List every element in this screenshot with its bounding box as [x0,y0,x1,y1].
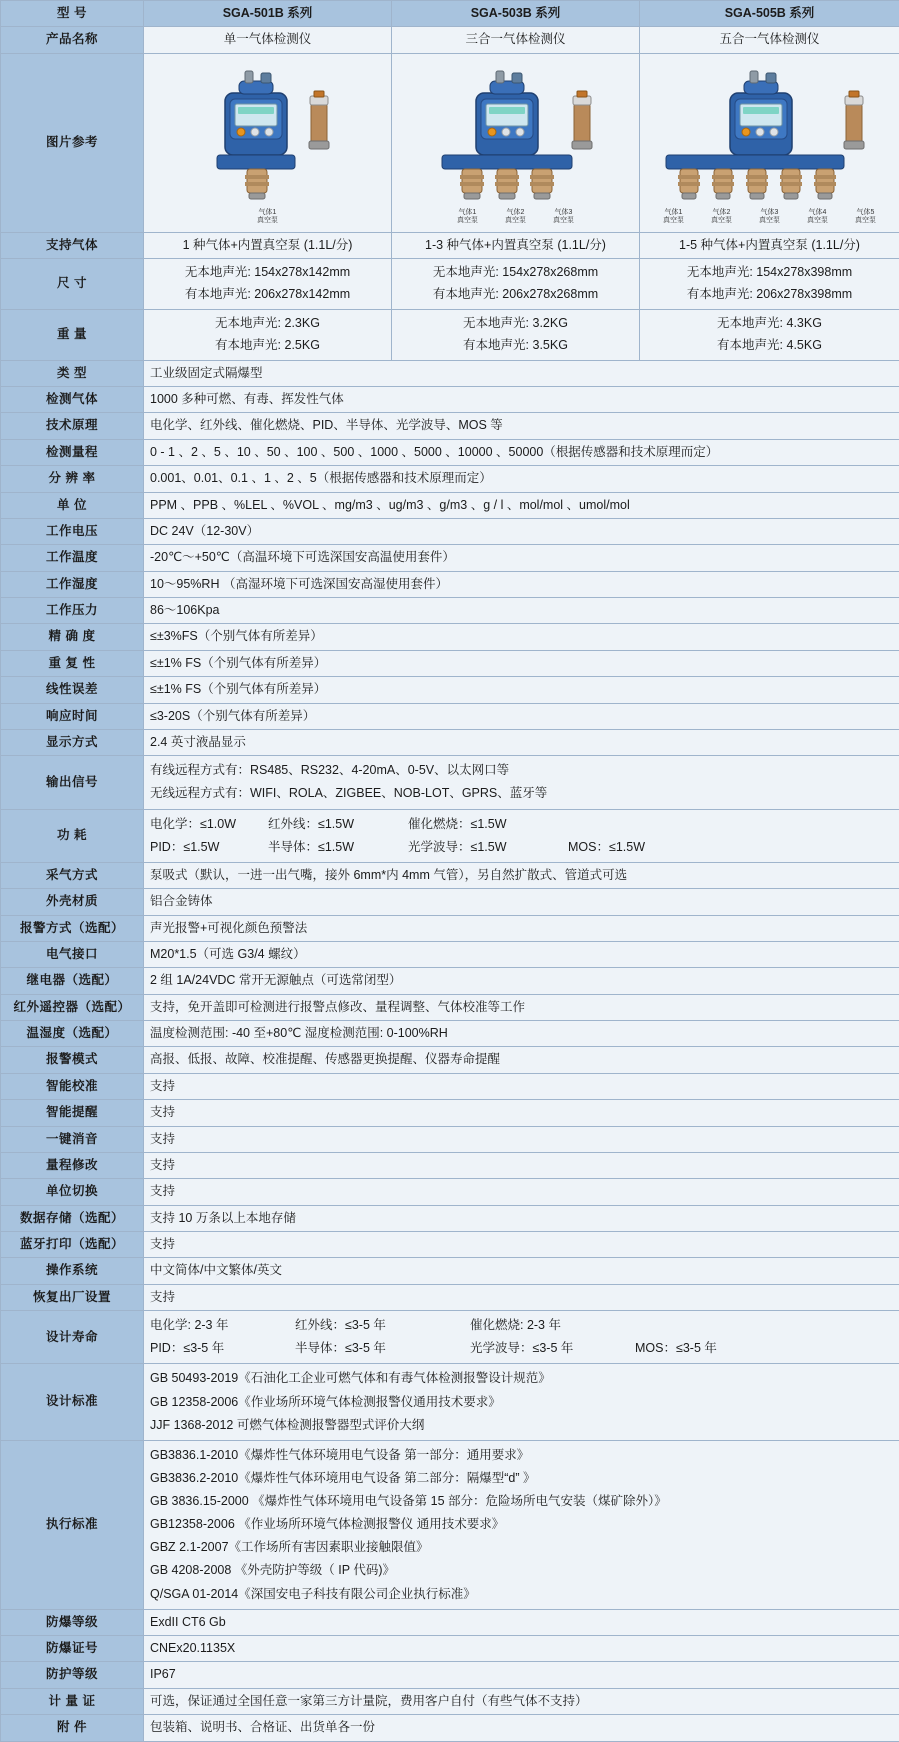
value-resolution: 0.001、0.01、0.1 、1 、2 、5（根据传感器和技术原理而定） [144,466,899,492]
weight-503b [392,309,640,360]
model-503b: SGA-503B 系列 [392,1,640,27]
pump-caption: 气体1 真空泵 [251,209,285,225]
row-label-electrical-interface: 电气接口 [1,941,144,967]
value-relay-opt: 2 组 1A/24VDC 常开无源触点（可选常闭型） [144,968,899,994]
value-type: 工业级固定式隔爆型 [144,360,899,386]
row-label-ex-grade: 防爆等级 [1,1609,144,1635]
table-row-sampling [1,862,899,888]
value-metrology-cert: 可选，保证通过全国任意一家第三方计量院，费用客户自付（有些气体不支持） [144,1688,899,1714]
row-label-principle: 技术原理 [1,413,144,439]
table-row-smart-reminder [1,1100,899,1126]
weight-no-alarm: 无本地声光: 2.3KG [150,313,385,335]
row-label-design-standard: 设计标准 [1,1364,144,1440]
pump-caption: 气体4 真空泵 [801,209,835,225]
value-ir-remote-opt: 支持，免开盖即可检测进行报警点修改、量程调整、气体校准等工作 [144,994,899,1020]
pump-caption-group-5 [646,209,893,225]
weight-no-alarm: 无本地声光: 4.3KG [646,313,893,335]
weight-with-alarm: 有本地声光: 4.5KG [646,335,893,357]
weight-no-alarm: 无本地声光: 3.2KG [398,313,633,335]
value-principle: 电化学、红外线、催化燃烧、PID、半导体、光学波导、MOS 等 [144,413,899,439]
value-response-time: ≤3-20S（个别气体有所差异） [144,703,899,729]
value-linear-error: ≤±1% FS（个别气体有所差异） [144,677,899,703]
value-data-storage-opt: 支持 10 万条以上本地存储 [144,1205,899,1231]
row-label-unit-switch: 单位切换 [1,1179,144,1205]
table-row-design-standard [1,1364,899,1440]
row-label-bluetooth-print-opt: 蓝牙打印（选配） [1,1232,144,1258]
value-design-standard [144,1364,899,1440]
exec-standard-item: Q/SGA 01-2014《深国安电子科技有限公司企业执行标准》 [150,1583,893,1606]
row-label-unit: 单 位 [1,492,144,518]
value-unit: PPM 、PPB 、%LEL 、%VOL 、mg/m3 、ug/m3 、g/m3 、g / l 、mol/mol 、umol/mol [144,492,899,518]
pump-caption: 气体1 真空泵 [451,209,485,225]
design-standard-item: JJF 1368-2012 可燃气体检测报警器型式评价大纲 [150,1414,893,1437]
output-wired: 有线远程方式有：RS485、RS232、4-20mA、0-5V、以太网口等 [150,759,893,782]
power-catalytic: 催化燃烧：≤1.5W [408,813,568,836]
row-label-ir-remote-opt: 红外遥控器（选配） [1,994,144,1020]
table-row-voltage [1,518,899,544]
row-label-work-pressure: 工作压力 [1,598,144,624]
table-row-range-modify [1,1152,899,1178]
row-label-os: 操作系统 [1,1258,144,1284]
table-row-ip-grade [1,1662,899,1688]
value-accessories: 包装箱、说明书、合格证、出货单各一份 [144,1715,899,1741]
exec-standard-item: GB3836.1-2010《爆炸性气体环境用电气设备 第一部分：通用要求》 [150,1444,893,1467]
row-label-support-gas: 支持气体 [1,232,144,258]
row-label-smart-calibration: 智能校准 [1,1073,144,1099]
table-row-detect-gas [1,387,899,413]
table-row-product-name [1,27,899,53]
table-row-work-humidity [1,571,899,597]
table-row-exec-standard [1,1440,899,1609]
row-label-temp-humidity-opt: 温湿度（选配） [1,1021,144,1047]
output-wireless: 无线远程方式有：WIFI、ROLA、ZIGBEE、NOB-LOT、GPRS、蓝牙等 [150,782,893,805]
table-row-smart-calibration [1,1073,899,1099]
size-no-alarm: 无本地声光: 154x278x142mm [150,262,385,284]
life-catalytic: 催化燃烧: 2-3 年 [470,1314,635,1337]
value-work-humidity: 10～95%RH （高湿环境下可选深国安高湿使用套件） [144,571,899,597]
value-range-modify: 支持 [144,1152,899,1178]
row-label-smart-reminder: 智能提醒 [1,1100,144,1126]
table-row-work-pressure [1,598,899,624]
row-label-type: 类 型 [1,360,144,386]
gas-detector-illustration-5 [650,63,890,213]
pump-caption-group-1 [150,209,385,225]
row-label-work-humidity: 工作湿度 [1,571,144,597]
weight-501b [144,309,392,360]
design-life-line-1 [150,1314,893,1337]
value-alarm-mode-opt: 声光报警+可视化颜色预警法 [144,915,899,941]
support-gas-501b: 1 种气体+内置真空泵 (1.1L/分) [144,232,392,258]
power-line-2 [150,836,893,859]
value-range: 0 - 1 、2 、5 、10 、50 、100 、500 、1000 、5000 、10000 、50000（根据传感器和技术原理而定） [144,439,899,465]
size-501b [144,259,392,310]
value-voltage: DC 24V（12-30V） [144,518,899,544]
device-image-501b [144,53,392,232]
table-row-power [1,809,899,862]
table-row-design-life [1,1311,899,1364]
table-row-linear-error [1,677,899,703]
row-label-alarm-mode: 报警模式 [1,1047,144,1073]
table-row-factory-reset [1,1284,899,1310]
exec-standard-item: GB 4208-2008 《外壳防护等级（ IP 代码)》 [150,1559,893,1582]
value-display: 2.4 英寸液晶显示 [144,729,899,755]
value-detect-gas: 1000 多种可燃、有毒、挥发性气体 [144,387,899,413]
pump-caption: 气体2 真空泵 [705,209,739,225]
exec-standard-item: GB 3836.15-2000 《爆炸性气体环境用电气设备第 15 部分：危险场所电气安装（煤矿除外）》 [150,1490,893,1513]
value-electrical-interface: M20*1.5（可选 G3/4 螺纹） [144,941,899,967]
row-label-response-time: 响应时间 [1,703,144,729]
row-label-weight: 重 量 [1,309,144,360]
life-optical-waveguide: 光学波导：≤3-5 年 [470,1337,635,1360]
table-row-data-storage-opt [1,1205,899,1231]
row-label-metrology-cert: 计 量 证 [1,1688,144,1714]
row-label-ip-grade: 防护等级 [1,1662,144,1688]
row-label-sampling: 采气方式 [1,862,144,888]
row-label-voltage: 工作电压 [1,518,144,544]
power-optical-waveguide: 光学波导：≤1.5W [408,836,568,859]
row-label-power: 功 耗 [1,809,144,862]
table-row-repeatability [1,650,899,676]
row-label-range: 检测量程 [1,439,144,465]
pump-caption: 气体3 真空泵 [547,209,581,225]
value-ip-grade: IP67 [144,1662,899,1688]
gas-detector-illustration-1 [183,63,353,213]
power-pid: PID：≤1.5W [150,836,268,859]
table-row-display [1,729,899,755]
row-label-image-ref: 图片参考 [1,53,144,232]
table-row-os [1,1258,899,1284]
row-label-work-temp: 工作温度 [1,545,144,571]
row-label-one-key-mute: 一键消音 [1,1126,144,1152]
design-life-line-2 [150,1337,893,1360]
exec-standard-item: GB3836.2-2010《爆炸性气体环境用电气设备 第二部分：隔爆型“d” 》 [150,1467,893,1490]
row-label-alarm-mode-opt: 报警方式（选配） [1,915,144,941]
power-mos: MOS：≤1.5W [568,836,688,859]
value-alarm-mode: 高报、低报、故障、校准提醒、传感器更换提醒、仪器寿命提醒 [144,1047,899,1073]
table-row-image-ref [1,53,899,232]
size-503b [392,259,640,310]
row-label-design-life: 设计寿命 [1,1311,144,1364]
table-row-output-signal [1,756,899,809]
value-temp-humidity-opt: 温度检测范围: -40 至+80℃ 湿度检测范围: 0-100%RH [144,1021,899,1047]
row-label-data-storage-opt: 数据存储（选配） [1,1205,144,1231]
pump-caption: 气体5 真空泵 [849,209,883,225]
weight-with-alarm: 有本地声光: 3.5KG [398,335,633,357]
value-smart-calibration: 支持 [144,1073,899,1099]
design-standard-item: GB 12358-2006《作业场所环境气体检测报警仪通用技术要求》 [150,1391,893,1414]
power-infrared: 红外线：≤1.5W [268,813,408,836]
row-label-detect-gas: 检测气体 [1,387,144,413]
table-row-unit-switch [1,1179,899,1205]
power-line-1 [150,813,893,836]
life-electrochemical: 电化学: 2-3 年 [150,1314,295,1337]
life-pid: PID：≤3-5 年 [150,1337,295,1360]
life-infrared: 红外线：≤3-5 年 [295,1314,470,1337]
row-label-ex-cert: 防爆证号 [1,1636,144,1662]
product-name-501b: 单一气体检测仪 [144,27,392,53]
power-semiconductor: 半导体：≤1.5W [268,836,408,859]
exec-standard-item: GBZ 2.1-2007《工作场所有害因素职业接触限值》 [150,1536,893,1559]
table-row-weight [1,309,899,360]
table-row-resolution [1,466,899,492]
value-unit-switch: 支持 [144,1179,899,1205]
model-501b: SGA-501B 系列 [144,1,392,27]
row-label-relay-opt: 继电器（选配） [1,968,144,994]
row-label-output-signal: 输出信号 [1,756,144,809]
device-image-505b [640,53,899,232]
life-semiconductor: 半导体：≤3-5 年 [295,1337,470,1360]
value-sampling: 泵吸式（默认，一进一出气嘴，接外 6mm*内 4mm 气管），另自然扩散式、管道式可选 [144,862,899,888]
value-shell: 铝合金铸体 [144,889,899,915]
value-output-signal [144,756,899,809]
table-row-size [1,259,899,310]
value-work-pressure: 86～106Kpa [144,598,899,624]
value-ex-grade: ExdII CT6 Gb [144,1609,899,1635]
life-mos: MOS：≤3-5 年 [635,1337,717,1360]
table-row-one-key-mute [1,1126,899,1152]
table-row-accuracy [1,624,899,650]
gas-detector-illustration-3 [416,63,616,213]
table-row-model [1,1,899,27]
weight-with-alarm: 有本地声光: 2.5KG [150,335,385,357]
row-label-resolution: 分 辨 率 [1,466,144,492]
table-row-alarm-mode [1,1047,899,1073]
table-row-bluetooth-print-opt [1,1232,899,1258]
size-with-alarm: 有本地声光: 206x278x398mm [646,284,893,306]
table-row-electrical-interface [1,941,899,967]
pump-caption: 气体3 真空泵 [753,209,787,225]
row-label-shell: 外壳材质 [1,889,144,915]
value-ex-cert: CNEx20.1135X [144,1636,899,1662]
row-label-range-modify: 量程修改 [1,1152,144,1178]
table-row-support-gas [1,232,899,258]
value-factory-reset: 支持 [144,1284,899,1310]
table-row-unit [1,492,899,518]
table-row-work-temp [1,545,899,571]
value-one-key-mute: 支持 [144,1126,899,1152]
table-row-accessories [1,1715,899,1741]
table-row-response-time [1,703,899,729]
size-no-alarm: 无本地声光: 154x278x268mm [398,262,633,284]
value-smart-reminder: 支持 [144,1100,899,1126]
pump-caption-group-3 [398,209,633,225]
row-label-linear-error: 线性误差 [1,677,144,703]
row-label-accessories: 附 件 [1,1715,144,1741]
table-row-range [1,439,899,465]
row-label-accuracy: 精 确 度 [1,624,144,650]
table-row-relay-opt [1,968,899,994]
pump-caption: 气体1 真空泵 [657,209,691,225]
value-work-temp: -20℃～+50℃（高温环境下可选深国安高温使用套件） [144,545,899,571]
value-bluetooth-print-opt: 支持 [144,1232,899,1258]
model-505b: SGA-505B 系列 [640,1,899,27]
row-label-repeatability: 重 复 性 [1,650,144,676]
row-label-product-name: 产品名称 [1,27,144,53]
support-gas-505b: 1-5 种气体+内置真空泵 (1.1L/分) [640,232,899,258]
size-no-alarm: 无本地声光: 154x278x398mm [646,262,893,284]
size-505b [640,259,899,310]
weight-505b [640,309,899,360]
value-design-life [144,1311,899,1364]
row-label-display: 显示方式 [1,729,144,755]
product-name-503b: 三合一气体检测仪 [392,27,640,53]
row-label-factory-reset: 恢复出厂设置 [1,1284,144,1310]
product-name-505b: 五合一气体检测仪 [640,27,899,53]
row-label-exec-standard: 执行标准 [1,1440,144,1609]
table-row-shell [1,889,899,915]
table-row-type [1,360,899,386]
exec-standard-item: GB12358-2006 《作业场所环境气体检测报警仪 通用技术要求》 [150,1513,893,1536]
pump-caption: 气体2 真空泵 [499,209,533,225]
table-row-ex-grade [1,1609,899,1635]
value-os: 中文简体/中文繁体/英文 [144,1258,899,1284]
table-row-principle [1,413,899,439]
value-power [144,809,899,862]
table-row-ex-cert [1,1636,899,1662]
value-exec-standard [144,1440,899,1609]
table-row-metrology-cert [1,1688,899,1714]
row-label-model: 型 号 [1,1,144,27]
device-image-503b [392,53,640,232]
table-row-ir-remote-opt [1,994,899,1020]
size-with-alarm: 有本地声光: 206x278x268mm [398,284,633,306]
table-row-temp-humidity-opt [1,1021,899,1047]
table-row-alarm-mode-opt [1,915,899,941]
support-gas-503b: 1-3 种气体+内置真空泵 (1.1L/分) [392,232,640,258]
size-with-alarm: 有本地声光: 206x278x142mm [150,284,385,306]
row-label-size: 尺 寸 [1,259,144,310]
power-electrochemical: 电化学：≤1.0W [150,813,268,836]
value-accuracy: ≤±3%FS（个别气体有所差异） [144,624,899,650]
value-repeatability: ≤±1% FS（个别气体有所差异） [144,650,899,676]
design-standard-item: GB 50493-2019《石油化工企业可燃气体和有毒气体检测报警设计规范》 [150,1367,893,1390]
